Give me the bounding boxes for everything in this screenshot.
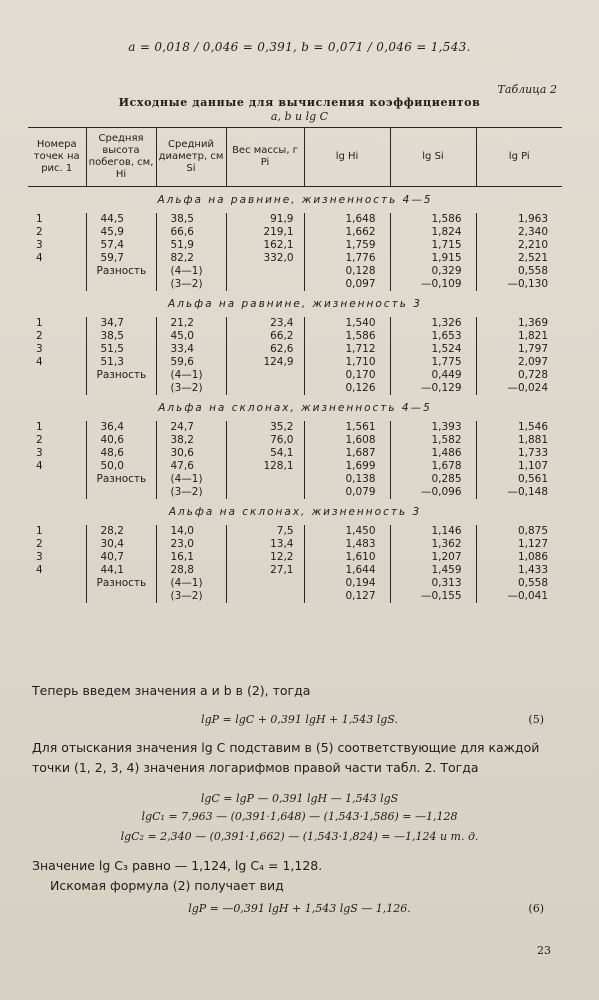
section-title: Альфа на равнине, жизненность 4—5 (157, 194, 433, 206)
table-cell: 30,4 (86, 538, 156, 551)
table-cell (28, 486, 86, 499)
paragraph-intro: Теперь введем значения a и b в (2), тогда (32, 683, 311, 698)
equation-lgc: lgC = lgP — 0,391 lgH — 1,543 lgS (200, 792, 399, 805)
paragraph-method: Для отыскания значения lg C подставим в (5) соответствующие для каждой точки (1, 2, 3, 4) значения логарифмов правой части табл. 2. Тогда (32, 740, 540, 775)
table-cell: 1,715 (390, 239, 476, 252)
table-cell (28, 590, 86, 603)
table-cell: 38,2 (156, 434, 226, 447)
table-cell: 0,875 (476, 525, 562, 538)
table-row (28, 447, 562, 460)
table-cell: 3 (36, 551, 43, 563)
difference-label: Разность (86, 265, 156, 278)
table-cell: 1,146 (390, 525, 476, 538)
table-row (28, 213, 562, 226)
table-cell: 1,483 (304, 538, 390, 551)
difference-row (28, 265, 562, 278)
table-cell: 1,797 (476, 343, 562, 356)
table-cell: 1,540 (304, 317, 390, 330)
table-cell (226, 473, 304, 486)
page-number: 23 (537, 944, 551, 957)
difference-value: 0,558 (476, 577, 562, 590)
table-cell: 124,9 (226, 356, 304, 369)
section-title-row (28, 499, 562, 525)
table-cell: 1,610 (304, 551, 390, 564)
table-row (28, 525, 562, 538)
difference-label (86, 278, 156, 291)
section-title: Альфа на склонах, жизненность 4—5 (158, 402, 432, 414)
difference-value: 0,561 (476, 473, 562, 486)
table-cell: 1,127 (476, 538, 562, 551)
difference-value: 0,128 (304, 265, 390, 278)
table-cell: 51,5 (86, 343, 156, 356)
header-cell: lg Pi (476, 128, 562, 187)
data-table-wrapper (28, 127, 562, 603)
table-row (28, 226, 562, 239)
difference-value: 0,558 (476, 265, 562, 278)
table-cell: 1,459 (390, 564, 476, 577)
table-cell: 1,586 (304, 330, 390, 343)
table-cell: 24,7 (156, 421, 226, 434)
table-body (28, 187, 562, 604)
table-cell: 1,433 (476, 564, 562, 577)
difference-value: 0,313 (390, 577, 476, 590)
table-cell: 1,486 (390, 447, 476, 460)
table-cell (28, 577, 86, 590)
difference-value: —0,148 (476, 486, 562, 499)
table-cell: 3 (36, 239, 43, 251)
difference-value: —0,041 (476, 590, 562, 603)
table-cell: 1 (36, 213, 43, 225)
difference-label: Разность (86, 577, 156, 590)
equation-lgc1: lgC₁ = 7,963 — (0,391·1,648) — (1,543·1,586) = —1,128 (141, 810, 458, 823)
table-cell: 1,326 (390, 317, 476, 330)
table-cell: 44,1 (86, 564, 156, 577)
table-row (28, 356, 562, 369)
table-cell: 23,0 (156, 538, 226, 551)
table-cell: 1,881 (476, 434, 562, 447)
table-cell (226, 486, 304, 499)
section-title: Альфа на равнине, жизненность 3 (168, 298, 422, 310)
table-cell: 1,687 (304, 447, 390, 460)
table-row (28, 421, 562, 434)
difference-row (28, 590, 562, 603)
table-cell: 16,1 (156, 551, 226, 564)
table-cell: 4 (36, 356, 43, 368)
difference-value: —0,129 (390, 382, 476, 395)
table-cell: 33,4 (156, 343, 226, 356)
difference-label (86, 382, 156, 395)
table-cell: 47,6 (156, 460, 226, 473)
table-cell: 1,369 (476, 317, 562, 330)
difference-label (86, 590, 156, 603)
table-cell: 91,9 (226, 213, 304, 226)
table-cell: 2,097 (476, 356, 562, 369)
difference-range: (3—2) (156, 382, 226, 395)
paragraph-values: Значение lg C₃ равно — 1,124, lg C₄ = 1,128. (32, 858, 323, 873)
table-cell: 51,3 (86, 356, 156, 369)
table-cell: 1,653 (390, 330, 476, 343)
difference-range: (4—1) (156, 577, 226, 590)
difference-row (28, 382, 562, 395)
table-cell: 27,1 (226, 564, 304, 577)
difference-value: —0,130 (476, 278, 562, 291)
data-table (28, 127, 562, 603)
table-cell: 66,2 (226, 330, 304, 343)
table-cell: 1 (36, 421, 43, 433)
table-cell: 59,6 (156, 356, 226, 369)
difference-value: 0,097 (304, 278, 390, 291)
header-cell: Средняя высота побегов, см, Hi (86, 128, 156, 187)
section-title-row (28, 291, 562, 317)
table-cell: 14,0 (156, 525, 226, 538)
table-cell: 21,2 (156, 317, 226, 330)
table-cell: 162,1 (226, 239, 304, 252)
header-cell: lg Hi (304, 128, 390, 187)
difference-value: 0,194 (304, 577, 390, 590)
table-cell: 62,6 (226, 343, 304, 356)
equation-5: lgP = lgC + 0,391 lgH + 1,543 lgS. (201, 713, 398, 726)
table-cell: 30,6 (156, 447, 226, 460)
table-row (28, 434, 562, 447)
difference-value: 0,728 (476, 369, 562, 382)
difference-row (28, 278, 562, 291)
table-cell: 35,2 (226, 421, 304, 434)
difference-range: (4—1) (156, 265, 226, 278)
table-cell: 1,699 (304, 460, 390, 473)
table-cell: 45,0 (156, 330, 226, 343)
difference-range: (3—2) (156, 590, 226, 603)
difference-range: (4—1) (156, 369, 226, 382)
table-cell: 3 (36, 447, 43, 459)
table-cell: 1,561 (304, 421, 390, 434)
table-cell: 1,662 (304, 226, 390, 239)
table-cell: 128,1 (226, 460, 304, 473)
difference-value: 0,285 (390, 473, 476, 486)
table-cell: 82,2 (156, 252, 226, 265)
table-cell: 1,586 (390, 213, 476, 226)
difference-value: —0,024 (476, 382, 562, 395)
table-cell: 66,6 (156, 226, 226, 239)
table-cell: 44,5 (86, 213, 156, 226)
table-cell (226, 369, 304, 382)
table-cell: 38,5 (86, 330, 156, 343)
table-cell: 1,648 (304, 213, 390, 226)
table-cell (28, 382, 86, 395)
difference-range: (4—1) (156, 473, 226, 486)
difference-value: 0,126 (304, 382, 390, 395)
table-cell: 1 (36, 317, 43, 329)
table-cell: 1,775 (390, 356, 476, 369)
difference-row (28, 577, 562, 590)
table-cell: 219,1 (226, 226, 304, 239)
table-cell: 13,4 (226, 538, 304, 551)
section-title: Альфа на склонах, жизненность 3 (168, 506, 422, 518)
table-cell: 4 (36, 564, 43, 576)
difference-range: (3—2) (156, 278, 226, 291)
table-cell (28, 278, 86, 291)
table-cell: 1,393 (390, 421, 476, 434)
header-cell: lg Si (390, 128, 476, 187)
difference-value: 0,138 (304, 473, 390, 486)
table-row (28, 239, 562, 252)
equation-lgc2: lgC₂ = 2,340 — (0,391·1,662) — (1,543·1,824) = —1,124 и т. д. (120, 830, 479, 843)
equation-6: lgP = —0,391 lgH + 1,543 lgS — 1,126. (188, 902, 411, 915)
table-cell (226, 265, 304, 278)
table-cell (226, 590, 304, 603)
equation-5-number: (5) (528, 713, 544, 726)
table-cell: 23,4 (226, 317, 304, 330)
formula-coefficients: a = 0,018 / 0,046 = 0,391, b = 0,071 / 0,046 = 1,543. (128, 40, 471, 54)
table-cell: 1,107 (476, 460, 562, 473)
table-cell: 2 (36, 434, 43, 446)
table-cell: 1,776 (304, 252, 390, 265)
table-cell: 1,712 (304, 343, 390, 356)
table-cell: 1,824 (390, 226, 476, 239)
section-title-row (28, 187, 562, 214)
table-cell: 4 (36, 252, 43, 264)
table-cell: 2 (36, 330, 43, 342)
table-cell: 7,5 (226, 525, 304, 538)
table-cell: 1,546 (476, 421, 562, 434)
table-subtitle: a, b и lg C (270, 110, 329, 123)
difference-row (28, 486, 562, 499)
table-cell: 3 (36, 343, 43, 355)
table-cell: 332,0 (226, 252, 304, 265)
table-cell: 50,0 (86, 460, 156, 473)
difference-row (28, 369, 562, 382)
table-cell: 1,710 (304, 356, 390, 369)
table-cell: 2 (36, 538, 43, 550)
table-cell: 1,450 (304, 525, 390, 538)
table-header-row (28, 128, 562, 187)
table-cell: 38,5 (156, 213, 226, 226)
table-row (28, 551, 562, 564)
table-cell: 1,086 (476, 551, 562, 564)
table-cell (226, 577, 304, 590)
table-cell: 1 (36, 525, 43, 537)
table-row (28, 538, 562, 551)
table-cell: 1,733 (476, 447, 562, 460)
difference-value: 0,329 (390, 265, 476, 278)
table-cell: 1,915 (390, 252, 476, 265)
difference-value: 0,127 (304, 590, 390, 603)
table-cell: 48,6 (86, 447, 156, 460)
table-cell (28, 473, 86, 486)
table-row (28, 317, 562, 330)
difference-row (28, 473, 562, 486)
table-cell: 40,6 (86, 434, 156, 447)
table-cell: 2,340 (476, 226, 562, 239)
section-title-row (28, 395, 562, 421)
difference-value: —0,096 (390, 486, 476, 499)
difference-value: 0,449 (390, 369, 476, 382)
difference-value: 0,079 (304, 486, 390, 499)
table-cell: 1,678 (390, 460, 476, 473)
table-cell: 1,582 (390, 434, 476, 447)
table-cell: 1,524 (390, 343, 476, 356)
difference-label: Разность (86, 369, 156, 382)
table-cell: 2 (36, 226, 43, 238)
table-cell (28, 369, 86, 382)
table-cell: 1,362 (390, 538, 476, 551)
table-cell: 2,210 (476, 239, 562, 252)
equation-6-number: (6) (528, 902, 544, 915)
difference-range: (3—2) (156, 486, 226, 499)
header-cell: Номера точек на рис. 1 (28, 128, 86, 187)
difference-value: 0,170 (304, 369, 390, 382)
table-cell: 1,963 (476, 213, 562, 226)
difference-value: —0,109 (390, 278, 476, 291)
header-cell: Вес массы, г Pi (226, 128, 304, 187)
table-cell: 1,759 (304, 239, 390, 252)
table-cell: 54,1 (226, 447, 304, 460)
table-cell: 1,608 (304, 434, 390, 447)
table-row (28, 564, 562, 577)
table-cell (28, 265, 86, 278)
table-row (28, 252, 562, 265)
table-cell: 12,2 (226, 551, 304, 564)
header-cell: Средний диаметр, см Si (156, 128, 226, 187)
paragraph-formula-intro: Искомая формула (2) получает вид (50, 878, 284, 893)
difference-label (86, 486, 156, 499)
table-cell: 57,4 (86, 239, 156, 252)
table-cell: 36,4 (86, 421, 156, 434)
table-cell: 1,644 (304, 564, 390, 577)
table-number: Таблица 2 (497, 83, 557, 96)
table-cell: 1,821 (476, 330, 562, 343)
table-cell (226, 382, 304, 395)
table-cell: 76,0 (226, 434, 304, 447)
table-row (28, 330, 562, 343)
table-cell: 45,9 (86, 226, 156, 239)
table-cell: 59,7 (86, 252, 156, 265)
table-cell: 51,9 (156, 239, 226, 252)
table-cell: 4 (36, 460, 43, 472)
table-cell (226, 278, 304, 291)
table-cell: 28,2 (86, 525, 156, 538)
table-row (28, 460, 562, 473)
table-cell: 2,521 (476, 252, 562, 265)
table-cell: 28,8 (156, 564, 226, 577)
table-title: Исходные данные для вычисления коэффициентов (118, 96, 481, 109)
difference-label: Разность (86, 473, 156, 486)
table-cell: 34,7 (86, 317, 156, 330)
difference-value: —0,155 (390, 590, 476, 603)
table-cell: 40,7 (86, 551, 156, 564)
table-cell: 1,207 (390, 551, 476, 564)
table-row (28, 343, 562, 356)
